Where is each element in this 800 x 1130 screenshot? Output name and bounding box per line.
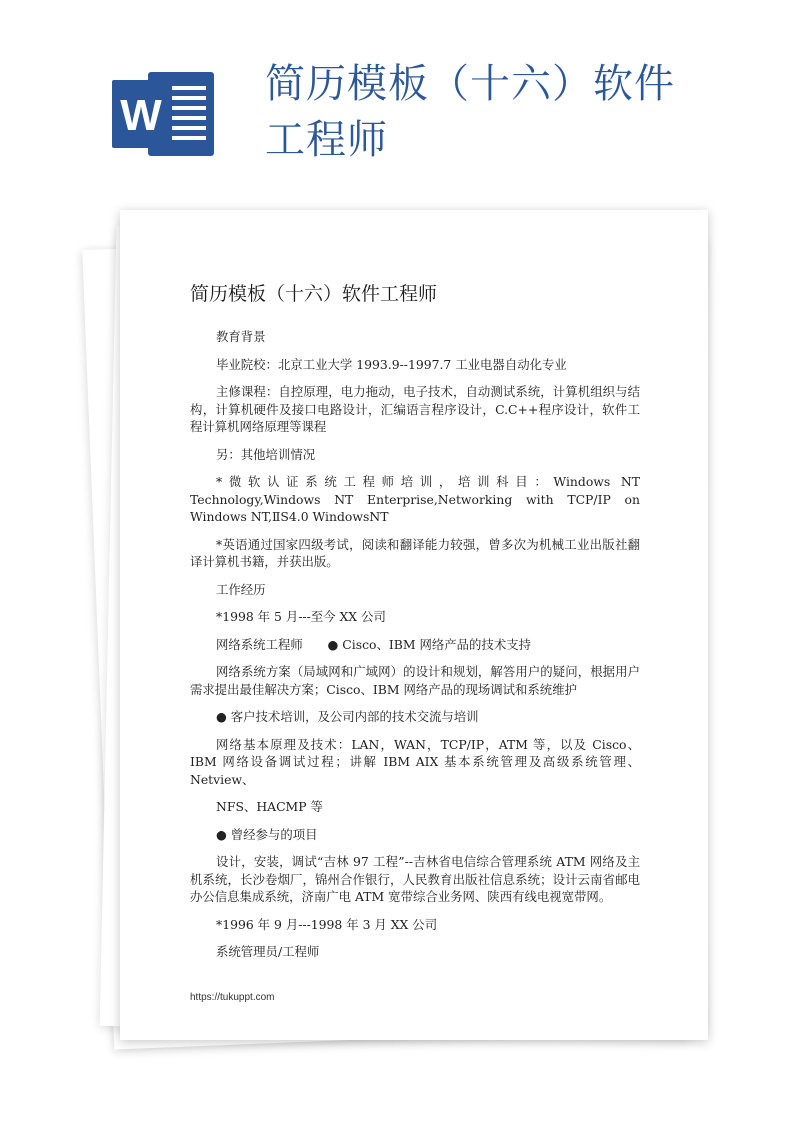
word-icon (110, 66, 218, 162)
paragraph: NFS、HACMP 等 (216, 799, 323, 814)
paragraph: ● 客户技术培训，及公司内部的技术交流与培训 (216, 709, 479, 724)
footer-url: https://tukuppt.com (190, 992, 275, 1003)
paragraph: 工作经历 (216, 581, 266, 597)
paragraph: 系统管理员/工程师 (216, 944, 320, 959)
paragraph: 另：其他培训情况 (216, 446, 316, 462)
svg-text:W: W (120, 91, 162, 140)
paragraph: *1998 年 5 月---至今 XX 公司 (216, 609, 386, 624)
paragraph: 主修课程：自控原理，电力拖动，电子技术，自动测试系统，计算机组织与结构，计算机硬件及接口电路设计，汇编语言程序设计，C.C++程序设计，软件工程计算机网络原理等课程 (190, 384, 640, 434)
document-title: 简历模板（十六）软件工程师 (190, 283, 438, 305)
paragraph: 网络系统工程师 ● Cisco、IBM 网络产品的技术支持 (216, 636, 531, 652)
paragraph: 网络基本原理及技术：LAN，WAN，TCP/IP，ATM 等，以及 Cisco、IBM 网络设备调试过程；讲解 IBM AIX 基本系统管理及高级系统管理、Netview、 (190, 736, 640, 787)
page-title: 简历模板（十六）软件工程师 (265, 61, 675, 163)
paragraph: 设计，安装，调试“吉林 97 工程”--吉林省电信综合管理系统 ATM 网络及主机系统，长沙卷烟厂，锦州合作银行，人民教育出版社信息系统；设计云南省邮电办公信息集成系统，济南广电 ATM 宽带综合业务网、陕西有线电视宽带网。 (190, 854, 640, 904)
paragraph: *微软认证系统工程师培训，培训科目：Windows NT Technology,Windows NT Enterprise,Networking with TCP/IP on Windows NT,ⅡS4.0 WindowsNT (190, 474, 640, 524)
paragraph: 网络系统方案（局域网和广域网）的设计和规划，解答用户的疑问，根据用户需求提出最佳解决方案；Cisco、IBM 网络产品的现场调试和系统维护 (190, 664, 640, 697)
paragraph: 教育背景 (216, 329, 266, 344)
paragraph: *英语通过国家四级考试，阅读和翻译能力较强，曾多次为机械工业出版社翻译计算机书籍，并获出版。 (190, 536, 640, 569)
paragraph: 毕业院校：北京工业大学 1993.9--1997.7 工业电器自动化专业 (216, 356, 567, 372)
paragraph: ● 曾经参与的项目 (216, 826, 318, 842)
document-body (190, 328, 640, 971)
document-page (120, 210, 708, 1040)
paragraph: *1996 年 9 月---1998 年 3 月 XX 公司 (216, 916, 438, 932)
